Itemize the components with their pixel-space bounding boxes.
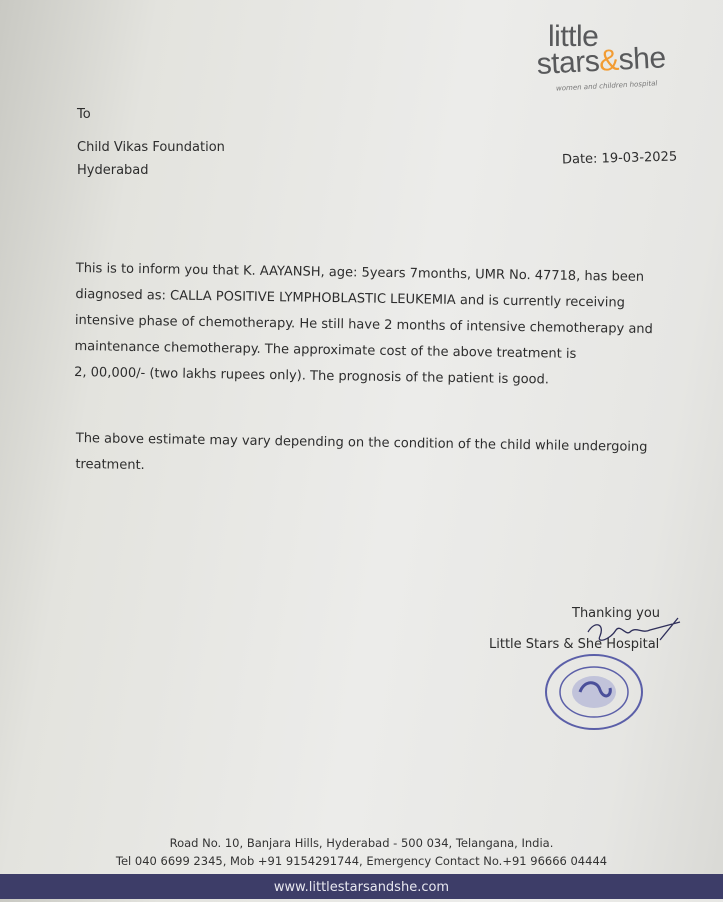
note-line: treatment. [75, 456, 145, 474]
hospital-logo [536, 22, 716, 102]
note-paragraph [75, 426, 647, 487]
signatory-name: Little Stars & She Hospital [489, 637, 660, 652]
logo-line-1: little [548, 20, 599, 53]
hospital-stamp-icon [542, 652, 646, 732]
body-line: diagnosed as: CALLA POSITIVE LYMPHOBLASTIC LEUKEMIA and is currently receiving [75, 286, 626, 311]
logo-line-2 [536, 43, 666, 80]
logo-stars: stars [535, 44, 601, 81]
body-line: maintenance chemotherapy. The approximate cost of the above treatment is [74, 338, 577, 362]
to-label: To [77, 107, 91, 122]
note-line: The above estimate may vary depending on the condition of the child while undergoing [75, 430, 648, 455]
logo-she: she [617, 41, 667, 77]
logo-tagline: women and children hospital [555, 79, 658, 93]
letter-date: Date: 19-03-2025 [561, 149, 678, 168]
logo-ampersand: & [598, 43, 620, 78]
recipient-city: Hyderabad [77, 163, 149, 178]
closing-text: Thanking you [572, 606, 661, 621]
footer-contact: Tel 040 6699 2345, Mob +91 9154291744, Emergency Contact No.+91 96666 04444 [115, 854, 608, 868]
body-line: 2, 00,000/- (two lakhs rupees only). The prognosis of the patient is good. [74, 364, 550, 388]
recipient-name: Child Vikas Foundation [77, 140, 225, 155]
body-line: intensive phase of chemotherapy. He still have 2 months of intensive chemotherapy and [74, 312, 653, 338]
footer-address: Road No. 10, Banjara Hills, Hyderabad - 500 034, Telangana, India. [169, 836, 554, 850]
body-line: This is to inform you that K. AAYANSH, age: 5years 7months, UMR No. 47718, has been [75, 260, 645, 285]
body-paragraph [74, 256, 654, 395]
footer-website: www.littlestarsandshe.com [0, 874, 723, 899]
